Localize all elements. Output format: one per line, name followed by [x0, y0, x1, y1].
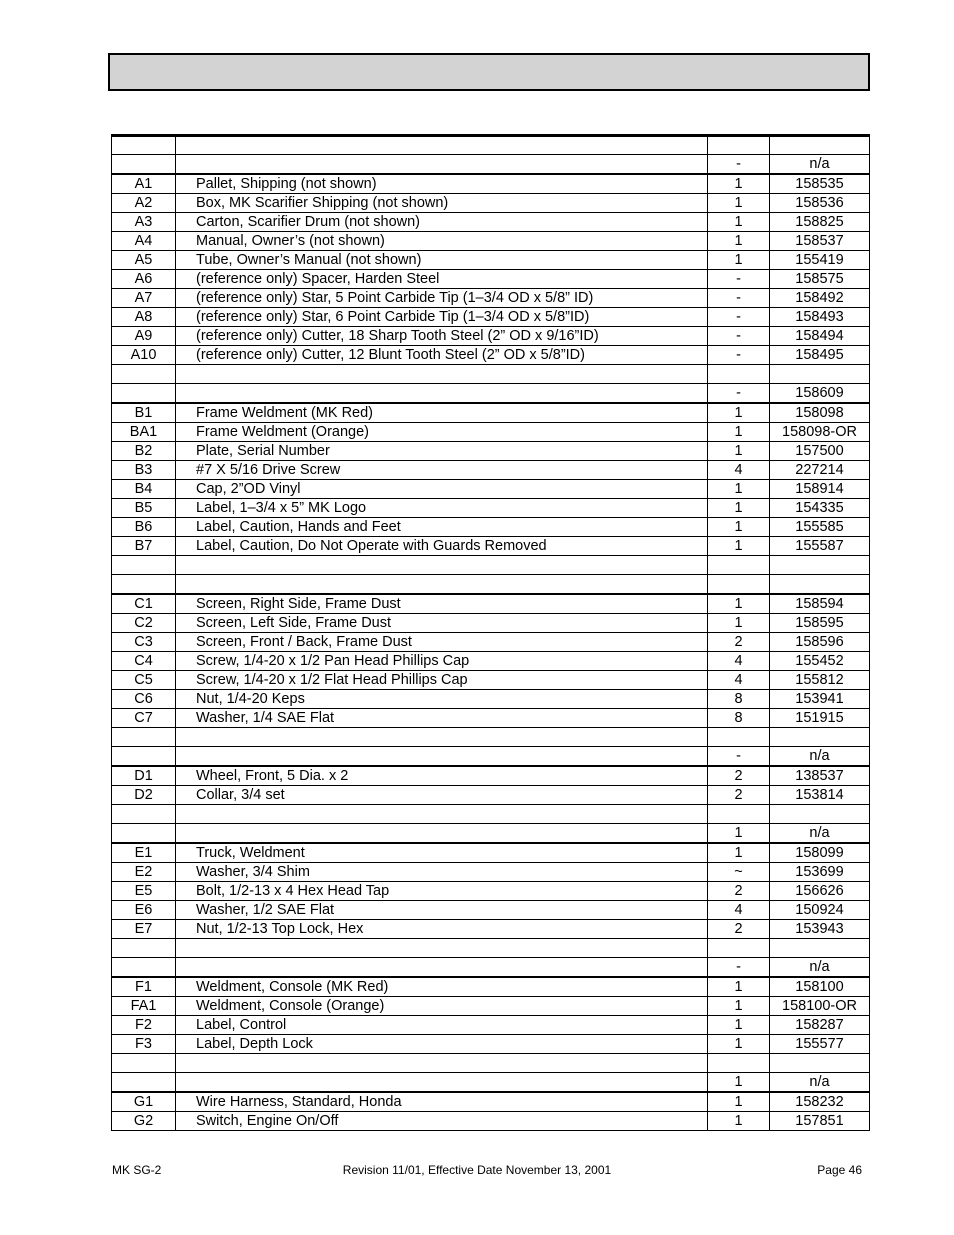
- cell-quantity: [708, 365, 770, 384]
- cell-description: Wheel, Front, 5 Dia. x 2: [176, 766, 708, 786]
- cell-item-number: E5: [112, 882, 176, 901]
- cell-description: Screen, Left Side, Frame Dust: [176, 614, 708, 633]
- cell-description: [176, 958, 708, 978]
- cell-quantity: 1: [708, 977, 770, 997]
- cell-part-number: 158099: [770, 843, 870, 863]
- cell-part-number: 155585: [770, 518, 870, 537]
- cell-quantity: 1: [708, 251, 770, 270]
- cell-part-number: 151915: [770, 709, 870, 728]
- table-row: [112, 308, 870, 327]
- table-row: [112, 194, 870, 213]
- cell-description: Bolt, 1/2-13 x 4 Hex Head Tap: [176, 882, 708, 901]
- table-row: [112, 327, 870, 346]
- table-row: [112, 556, 870, 575]
- cell-item-number: [112, 136, 176, 155]
- table-row: [112, 939, 870, 958]
- cell-part-number: 153814: [770, 786, 870, 805]
- table-row: [112, 213, 870, 232]
- cell-part-number: 153943: [770, 920, 870, 939]
- cell-description: Manual, Owner’s (not shown): [176, 232, 708, 251]
- table-row: [112, 1016, 870, 1035]
- cell-item-number: F3: [112, 1035, 176, 1054]
- cell-description: [176, 1073, 708, 1093]
- cell-description: Tube, Owner’s Manual (not shown): [176, 251, 708, 270]
- table-row: [112, 1112, 870, 1131]
- cell-item-number: A9: [112, 327, 176, 346]
- cell-quantity: 1: [708, 614, 770, 633]
- cell-description: Label, Control: [176, 1016, 708, 1035]
- table-row: [112, 346, 870, 365]
- table-row: [112, 766, 870, 786]
- table-row: [112, 1054, 870, 1073]
- table-row: [112, 575, 870, 595]
- cell-description: (reference only) Star, 5 Point Carbide Tip (1–3/4 OD x 5/8” ID): [176, 289, 708, 308]
- cell-item-number: A1: [112, 174, 176, 194]
- cell-quantity: 1: [708, 174, 770, 194]
- cell-description: [176, 136, 708, 155]
- cell-item-number: C1: [112, 594, 176, 614]
- cell-item-number: C2: [112, 614, 176, 633]
- cell-quantity: 2: [708, 882, 770, 901]
- table-row: [112, 174, 870, 194]
- cell-item-number: [112, 1073, 176, 1093]
- cell-description: [176, 824, 708, 844]
- cell-part-number: 158232: [770, 1092, 870, 1112]
- cell-quantity: -: [708, 747, 770, 767]
- cell-part-number: [770, 556, 870, 575]
- cell-item-number: [112, 1054, 176, 1073]
- cell-quantity: 1: [708, 480, 770, 499]
- cell-item-number: B4: [112, 480, 176, 499]
- table-row: [112, 958, 870, 978]
- cell-description: Carton, Scarifier Drum (not shown): [176, 213, 708, 232]
- cell-quantity: 2: [708, 786, 770, 805]
- cell-part-number: 158287: [770, 1016, 870, 1035]
- cell-item-number: B7: [112, 537, 176, 556]
- cell-description: [176, 805, 708, 824]
- cell-quantity: 1: [708, 997, 770, 1016]
- cell-description: Nut, 1/2-13 Top Lock, Hex: [176, 920, 708, 939]
- cell-description: (reference only) Cutter, 18 Sharp Tooth Steel (2” OD x 9/16”ID): [176, 327, 708, 346]
- cell-part-number: [770, 728, 870, 747]
- table-row: [112, 882, 870, 901]
- table-row: [112, 442, 870, 461]
- cell-part-number: n/a: [770, 824, 870, 844]
- cell-quantity: 1: [708, 1016, 770, 1035]
- cell-description: (reference only) Cutter, 12 Blunt Tooth Steel (2” OD x 5/8”ID): [176, 346, 708, 365]
- cell-quantity: 1: [708, 594, 770, 614]
- cell-part-number: n/a: [770, 958, 870, 978]
- table-row: [112, 480, 870, 499]
- cell-description: Washer, 3/4 Shim: [176, 863, 708, 882]
- cell-description: (reference only) Star, 6 Point Carbide Tip (1–3/4 OD x 5/8”ID): [176, 308, 708, 327]
- table-row: [112, 384, 870, 404]
- cell-part-number: 153941: [770, 690, 870, 709]
- cell-part-number: 138537: [770, 766, 870, 786]
- cell-part-number: n/a: [770, 747, 870, 767]
- cell-part-number: 158596: [770, 633, 870, 652]
- cell-quantity: 1: [708, 403, 770, 423]
- table-row: [112, 690, 870, 709]
- cell-item-number: [112, 958, 176, 978]
- cell-part-number: 150924: [770, 901, 870, 920]
- cell-part-number: [770, 136, 870, 155]
- cell-quantity: 1: [708, 824, 770, 844]
- cell-quantity: 8: [708, 690, 770, 709]
- cell-quantity: 4: [708, 671, 770, 690]
- cell-description: Frame Weldment (Orange): [176, 423, 708, 442]
- cell-description: Label, Depth Lock: [176, 1035, 708, 1054]
- cell-item-number: A6: [112, 270, 176, 289]
- cell-item-number: [112, 384, 176, 404]
- cell-quantity: 1: [708, 843, 770, 863]
- cell-part-number: 158493: [770, 308, 870, 327]
- cell-description: Screen, Front / Back, Frame Dust: [176, 633, 708, 652]
- cell-item-number: E6: [112, 901, 176, 920]
- cell-item-number: B2: [112, 442, 176, 461]
- cell-part-number: 155587: [770, 537, 870, 556]
- parts-table-body: [112, 136, 870, 1131]
- table-row: [112, 1073, 870, 1093]
- cell-description: Screw, 1/4-20 x 1/2 Pan Head Phillips Cap: [176, 652, 708, 671]
- cell-quantity: 4: [708, 461, 770, 480]
- cell-item-number: [112, 824, 176, 844]
- cell-part-number: 156626: [770, 882, 870, 901]
- cell-quantity: -: [708, 308, 770, 327]
- cell-part-number: 158825: [770, 213, 870, 232]
- table-row: [112, 155, 870, 175]
- cell-part-number: 158914: [770, 480, 870, 499]
- cell-part-number: 158495: [770, 346, 870, 365]
- table-row: [112, 1035, 870, 1054]
- cell-item-number: FA1: [112, 997, 176, 1016]
- cell-quantity: [708, 556, 770, 575]
- cell-quantity: [708, 136, 770, 155]
- cell-quantity: 2: [708, 633, 770, 652]
- cell-quantity: 1: [708, 232, 770, 251]
- cell-description: Weldment, Console (MK Red): [176, 977, 708, 997]
- cell-part-number: 158537: [770, 232, 870, 251]
- cell-item-number: G2: [112, 1112, 176, 1131]
- cell-item-number: C3: [112, 633, 176, 652]
- cell-description: [176, 384, 708, 404]
- table-row: [112, 518, 870, 537]
- cell-quantity: -: [708, 155, 770, 175]
- cell-part-number: 155812: [770, 671, 870, 690]
- table-row: [112, 537, 870, 556]
- cell-item-number: E1: [112, 843, 176, 863]
- cell-quantity: 1: [708, 1073, 770, 1093]
- cell-quantity: ~: [708, 863, 770, 882]
- cell-quantity: 8: [708, 709, 770, 728]
- cell-quantity: 4: [708, 652, 770, 671]
- cell-description: Screw, 1/4-20 x 1/2 Flat Head Phillips Cap: [176, 671, 708, 690]
- cell-description: #7 X 5/16 Drive Screw: [176, 461, 708, 480]
- cell-description: (reference only) Spacer, Harden Steel: [176, 270, 708, 289]
- cell-part-number: 155577: [770, 1035, 870, 1054]
- cell-description: Switch, Engine On/Off: [176, 1112, 708, 1131]
- cell-part-number: 158594: [770, 594, 870, 614]
- cell-part-number: 158492: [770, 289, 870, 308]
- table-row: [112, 232, 870, 251]
- table-row: [112, 251, 870, 270]
- table-row: [112, 270, 870, 289]
- footer-page-number: Page 46: [817, 1163, 862, 1177]
- cell-quantity: 1: [708, 1092, 770, 1112]
- cell-item-number: F2: [112, 1016, 176, 1035]
- cell-item-number: BA1: [112, 423, 176, 442]
- cell-part-number: [770, 365, 870, 384]
- cell-item-number: [112, 747, 176, 767]
- cell-quantity: [708, 805, 770, 824]
- cell-quantity: 1: [708, 213, 770, 232]
- table-row: [112, 289, 870, 308]
- cell-item-number: [112, 728, 176, 747]
- cell-item-number: [112, 939, 176, 958]
- table-row: [112, 863, 870, 882]
- cell-quantity: 1: [708, 518, 770, 537]
- cell-quantity: [708, 575, 770, 595]
- table-row: [112, 633, 870, 652]
- table-row: [112, 747, 870, 767]
- cell-description: Screen, Right Side, Frame Dust: [176, 594, 708, 614]
- cell-quantity: [708, 939, 770, 958]
- table-row: [112, 499, 870, 518]
- cell-part-number: 158098-OR: [770, 423, 870, 442]
- cell-item-number: C4: [112, 652, 176, 671]
- table-row: [112, 1092, 870, 1112]
- page-header-bar: [108, 53, 870, 91]
- cell-quantity: 2: [708, 920, 770, 939]
- cell-item-number: B5: [112, 499, 176, 518]
- cell-description: Label, Caution, Do Not Operate with Guards Removed: [176, 537, 708, 556]
- cell-part-number: 154335: [770, 499, 870, 518]
- cell-part-number: 157500: [770, 442, 870, 461]
- table-row: [112, 977, 870, 997]
- cell-item-number: D2: [112, 786, 176, 805]
- cell-description: [176, 747, 708, 767]
- cell-quantity: 1: [708, 442, 770, 461]
- cell-item-number: A8: [112, 308, 176, 327]
- cell-quantity: 1: [708, 423, 770, 442]
- cell-part-number: 157851: [770, 1112, 870, 1131]
- cell-part-number: [770, 805, 870, 824]
- cell-description: Label, 1–3/4 x 5” MK Logo: [176, 499, 708, 518]
- cell-quantity: -: [708, 289, 770, 308]
- table-row: [112, 461, 870, 480]
- table-row: [112, 824, 870, 844]
- table-row: [112, 920, 870, 939]
- cell-item-number: B3: [112, 461, 176, 480]
- cell-part-number: [770, 939, 870, 958]
- cell-description: [176, 728, 708, 747]
- cell-part-number: 158098: [770, 403, 870, 423]
- table-row: [112, 594, 870, 614]
- cell-part-number: 158536: [770, 194, 870, 213]
- cell-description: Washer, 1/2 SAE Flat: [176, 901, 708, 920]
- cell-description: [176, 939, 708, 958]
- cell-part-number: n/a: [770, 1073, 870, 1093]
- table-row: [112, 365, 870, 384]
- cell-part-number: 158494: [770, 327, 870, 346]
- cell-description: Weldment, Console (Orange): [176, 997, 708, 1016]
- cell-part-number: n/a: [770, 155, 870, 175]
- table-row: [112, 652, 870, 671]
- cell-quantity: -: [708, 327, 770, 346]
- cell-description: Wire Harness, Standard, Honda: [176, 1092, 708, 1112]
- parts-table: [111, 134, 870, 1131]
- table-row: [112, 786, 870, 805]
- cell-part-number: 158535: [770, 174, 870, 194]
- table-row: [112, 709, 870, 728]
- cell-description: Cap, 2”OD Vinyl: [176, 480, 708, 499]
- cell-description: Frame Weldment (MK Red): [176, 403, 708, 423]
- cell-quantity: [708, 728, 770, 747]
- cell-item-number: G1: [112, 1092, 176, 1112]
- cell-description: [176, 556, 708, 575]
- cell-item-number: [112, 556, 176, 575]
- cell-item-number: B6: [112, 518, 176, 537]
- cell-item-number: A5: [112, 251, 176, 270]
- cell-quantity: -: [708, 346, 770, 365]
- cell-item-number: D1: [112, 766, 176, 786]
- cell-item-number: [112, 805, 176, 824]
- cell-description: Washer, 1/4 SAE Flat: [176, 709, 708, 728]
- cell-part-number: 153699: [770, 863, 870, 882]
- cell-description: [176, 1054, 708, 1073]
- cell-part-number: 158595: [770, 614, 870, 633]
- table-row: [112, 403, 870, 423]
- cell-quantity: 4: [708, 901, 770, 920]
- cell-description: Nut, 1/4-20 Keps: [176, 690, 708, 709]
- cell-quantity: 1: [708, 499, 770, 518]
- cell-item-number: A4: [112, 232, 176, 251]
- cell-item-number: A2: [112, 194, 176, 213]
- cell-description: Truck, Weldment: [176, 843, 708, 863]
- cell-item-number: C6: [112, 690, 176, 709]
- cell-part-number: 158100-OR: [770, 997, 870, 1016]
- cell-part-number: 227214: [770, 461, 870, 480]
- cell-item-number: C7: [112, 709, 176, 728]
- cell-description: Collar, 3/4 set: [176, 786, 708, 805]
- table-row: [112, 805, 870, 824]
- cell-quantity: 1: [708, 1035, 770, 1054]
- cell-item-number: B1: [112, 403, 176, 423]
- footer-revision: Revision 11/01, Effective Date November 13, 2001: [342, 1163, 612, 1177]
- cell-description: Pallet, Shipping (not shown): [176, 174, 708, 194]
- cell-description: [176, 155, 708, 175]
- table-row: [112, 728, 870, 747]
- cell-quantity: [708, 1054, 770, 1073]
- cell-item-number: C5: [112, 671, 176, 690]
- cell-part-number: 155452: [770, 652, 870, 671]
- cell-description: Plate, Serial Number: [176, 442, 708, 461]
- cell-item-number: F1: [112, 977, 176, 997]
- cell-quantity: 1: [708, 1112, 770, 1131]
- table-row: [112, 671, 870, 690]
- cell-part-number: [770, 1054, 870, 1073]
- cell-part-number: 158100: [770, 977, 870, 997]
- table-row: [112, 843, 870, 863]
- table-row: [112, 614, 870, 633]
- cell-quantity: -: [708, 270, 770, 289]
- cell-part-number: 158575: [770, 270, 870, 289]
- cell-description: [176, 365, 708, 384]
- table-row: [112, 901, 870, 920]
- cell-item-number: [112, 365, 176, 384]
- cell-description: [176, 575, 708, 595]
- table-row: [112, 997, 870, 1016]
- cell-item-number: [112, 155, 176, 175]
- cell-description: Label, Caution, Hands and Feet: [176, 518, 708, 537]
- cell-part-number: 155419: [770, 251, 870, 270]
- cell-item-number: A7: [112, 289, 176, 308]
- cell-item-number: A10: [112, 346, 176, 365]
- cell-description: Box, MK Scarifier Shipping (not shown): [176, 194, 708, 213]
- cell-item-number: E7: [112, 920, 176, 939]
- cell-quantity: 2: [708, 766, 770, 786]
- cell-quantity: -: [708, 958, 770, 978]
- table-row: [112, 423, 870, 442]
- cell-item-number: A3: [112, 213, 176, 232]
- cell-quantity: -: [708, 384, 770, 404]
- cell-part-number: 158609: [770, 384, 870, 404]
- cell-quantity: 1: [708, 194, 770, 213]
- table-row: [112, 136, 870, 155]
- cell-item-number: E2: [112, 863, 176, 882]
- cell-item-number: [112, 575, 176, 595]
- cell-quantity: 1: [708, 537, 770, 556]
- footer-model: MK SG-2: [112, 1163, 162, 1177]
- cell-part-number: [770, 575, 870, 595]
